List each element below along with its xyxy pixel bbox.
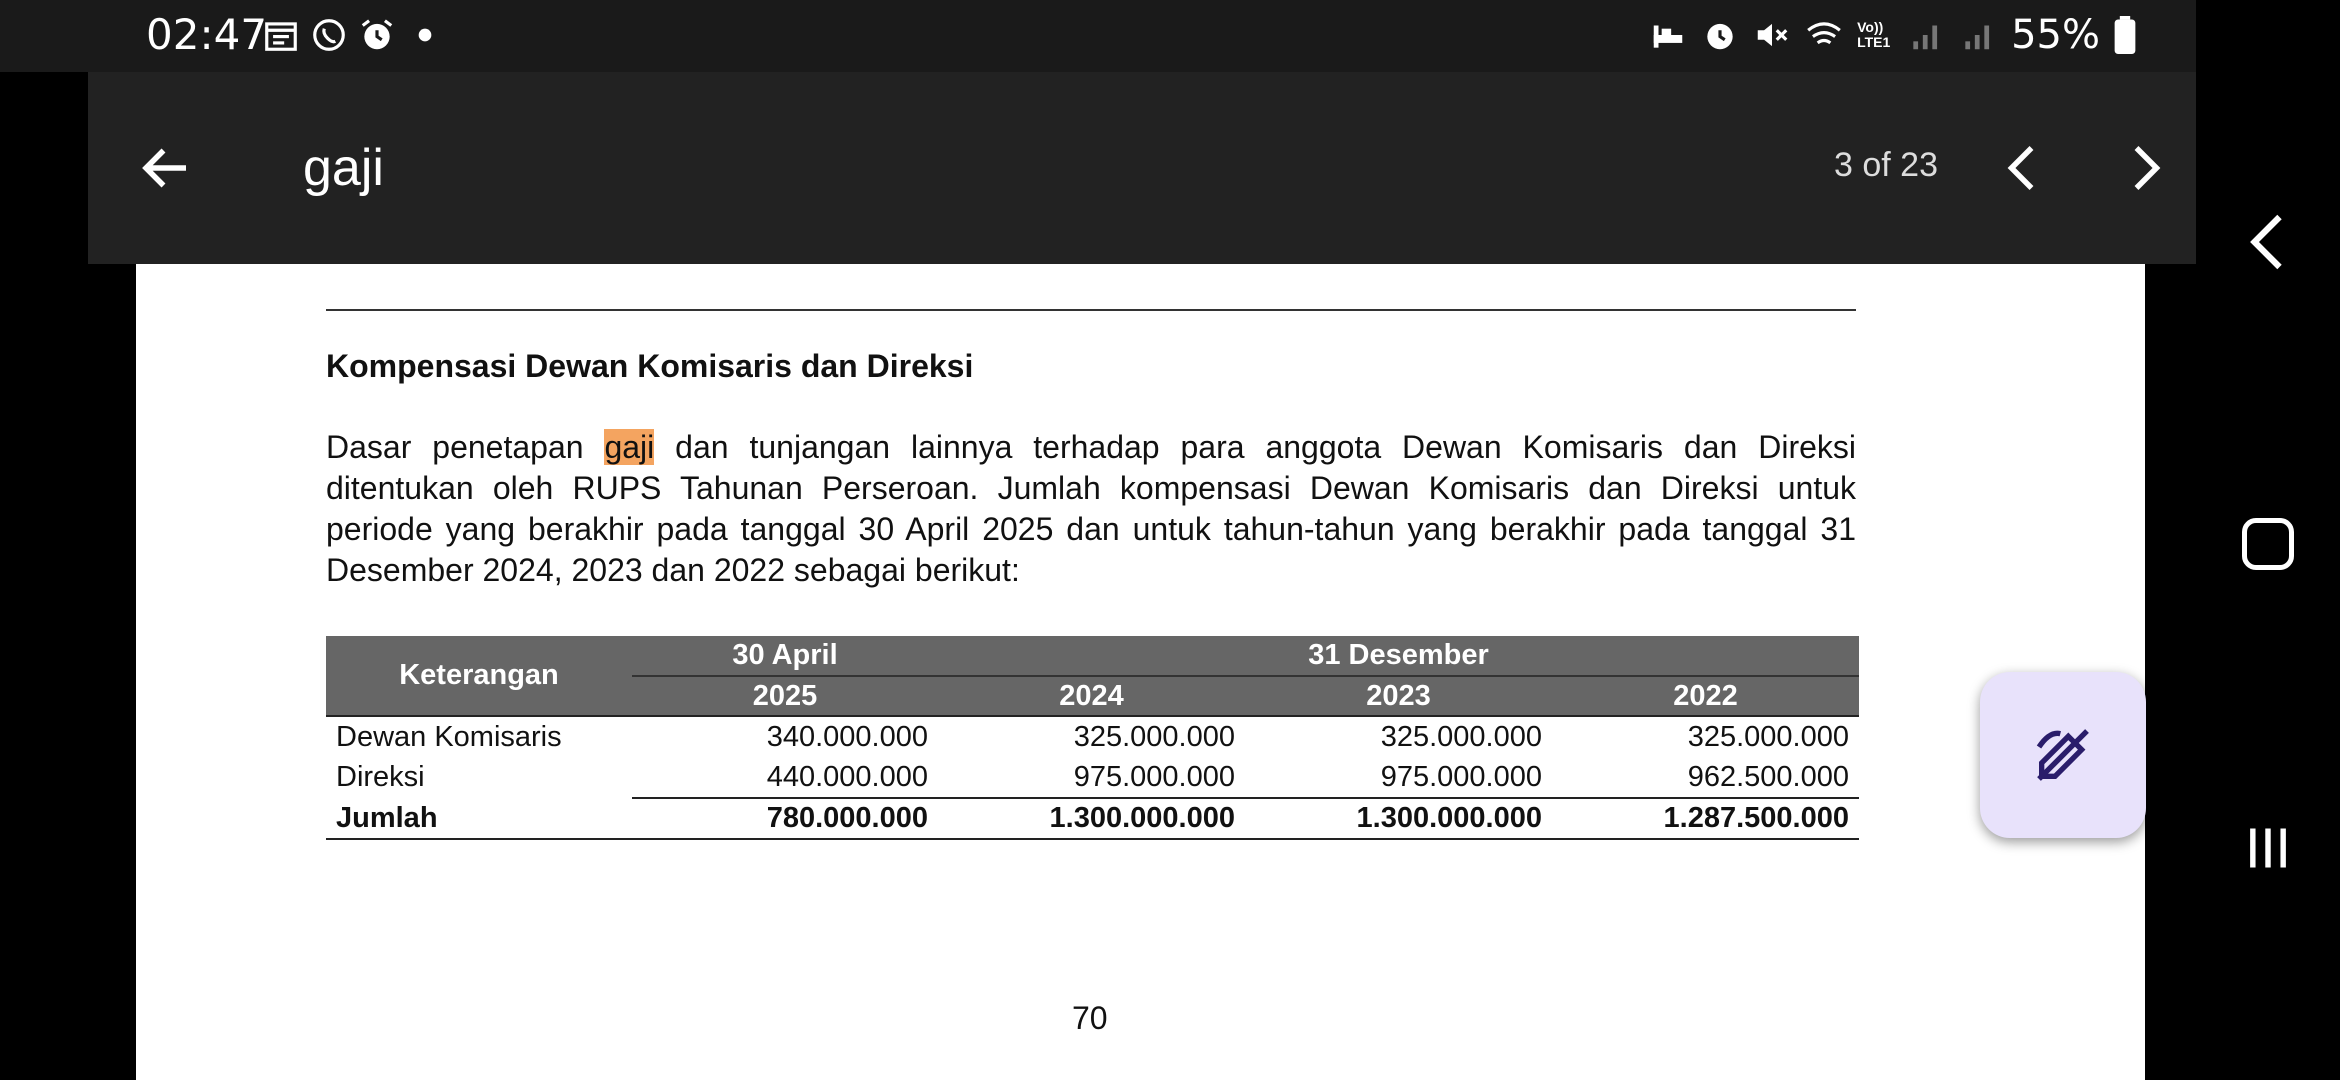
cell-value: 1.287.500.000 [1552,798,1859,839]
column-group-31-desember: 31 Desember [938,636,1859,676]
page-number: 70 [1072,1000,1108,1036]
divider [326,309,1856,311]
cell-value: 1.300.000.000 [1245,798,1552,839]
search-highlight: gaji [604,429,655,465]
battery-icon [2114,16,2136,54]
next-match-icon[interactable] [2114,138,2174,198]
status-left-icons [262,16,444,54]
back-arrow-icon[interactable] [136,138,196,198]
alarm-icon [358,16,396,54]
cell-value: 340.000.000 [766,720,928,753]
status-right-icons [1649,12,2136,58]
signal-icon [1907,16,1945,54]
edit-button[interactable] [1980,672,2146,838]
previous-match-icon[interactable] [1994,138,2054,198]
year-header: 2024 [938,676,1245,716]
match-count: 3 of 23 [1834,146,1938,184]
year-header: 2022 [1552,676,1859,716]
cell-value: 962.500.000 [1687,760,1849,793]
column-group-30-april: 30 April [632,636,938,676]
wifi-icon [1805,16,1843,54]
table-row [326,757,1859,798]
cell-value: 440.000.000 [766,760,928,793]
cell-value: 975.000.000 [1073,760,1235,793]
year-header: 2025 [632,676,938,716]
paragraph [326,427,1856,591]
recent-apps-icon[interactable] [2242,822,2294,874]
whatsapp-icon [310,16,348,54]
navigation-bar [2196,0,2340,1080]
year-header: 2023 [1245,676,1552,716]
table-row [326,716,1859,757]
edit-pen-icon [2031,723,2095,787]
battery-percent: 55% [2011,12,2100,58]
cell-value: 325.000.000 [1380,720,1542,753]
calendar-icon [262,16,300,54]
row-label: Jumlah [326,798,632,839]
paragraph-text: Dasar penetapan [326,429,605,465]
cell-value: 325.000.000 [1073,720,1235,753]
paragraph-text: dan tunjangan lainnya terhadap para anggota Dewan Komisaris dan Direksi ditentukan oleh RUPS Tahunan Perseroan. Jumlah kompensasi Dewan Komisaris dan Direksi untuk periode yang berakhir pada tanggal 30 April 2025 dan untuk tahun-tahun yang berakhir pada tanggal 31 Desember 2024, 2023 dan 2022 sebagai berikut: [326,429,1857,588]
row-label: Dewan Komisaris [336,720,562,753]
document-page[interactable] [136,264,2145,1080]
section-heading: Kompensasi Dewan Komisaris dan Direksi [326,348,974,384]
alarm-icon [1701,16,1739,54]
volte-label: Vo)) LTE1 [1857,19,1891,50]
cell-value: 975.000.000 [1380,760,1542,793]
column-header-keterangan: Keterangan [326,636,632,716]
status-bar [0,0,2196,72]
search-toolbar [88,72,2196,264]
cell-value: 780.000.000 [632,798,938,839]
left-strip [0,72,88,1080]
search-input[interactable]: gaji [303,139,384,197]
nav-back-icon[interactable] [2242,212,2292,272]
cell-value: 325.000.000 [1687,720,1849,753]
sleep-icon [1649,16,1687,54]
dot-icon [406,16,444,54]
mute-icon [1753,16,1791,54]
row-label: Direksi [336,761,425,793]
compensation-table [326,636,1859,840]
cell-value: 1.300.000.000 [938,798,1245,839]
table-row-total [326,798,1859,839]
status-time: 02:47 [146,10,268,59]
signal-icon [1959,16,1997,54]
home-icon[interactable] [2242,518,2294,570]
